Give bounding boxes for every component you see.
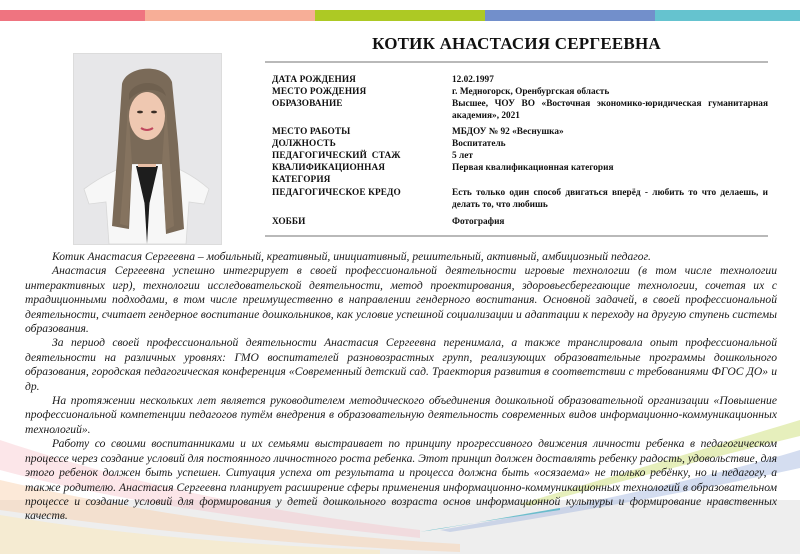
bottom-divider [265,235,768,237]
info-label: МЕСТО РАБОТЫ [272,127,351,137]
top-divider [265,61,768,63]
info-label: ПЕДАГОГИЧЕСКОЕ КРЕДО [272,188,401,198]
color-segment-peach [145,10,315,21]
info-value: Фотография [452,217,505,227]
portrait-illustration [74,54,221,244]
info-value: г. Медногорск, Оренбургская область [452,87,610,97]
color-segment-green [315,10,485,21]
info-row-workplace [272,126,768,138]
color-segment-pink [0,10,145,21]
info-value: 12.02.1997 [452,75,494,85]
info-row-position [272,138,768,150]
info-value: Есть только один способ двигаться вперёд - любить то что делаешь, и делать то, что любишь [452,188,768,210]
info-value: Воспитатель [452,139,506,149]
info-value: МБДОУ № 92 «Веснушка» [452,127,564,137]
info-label: ОБРАЗОВАНИЕ [272,99,343,109]
info-row-birth-place [272,86,768,98]
biography [25,250,777,524]
info-row-category [272,162,768,186]
info-table [272,74,768,228]
info-label: ДОЛЖНОСТЬ [272,139,336,149]
bio-paragraph: На протяжении нескольких лет является руководителем методического объединения дошкольной образовательной организации «Повышение профессиональной компетенции педагогов путём внедрения в образовательную деятельность современных видов информационно-коммуникационных технологий». [25,394,777,436]
info-row-hobby [272,216,768,228]
bio-paragraph: Котик Анастасия Сергеевна – мобильный, креативный, инициативный, решительный, активный, амбициозный педагог. [52,250,651,263]
info-label: ПЕДАГОГИЧЕСКИЙ СТАЖ [272,151,401,161]
color-segment-blue [485,10,655,21]
info-label: ХОББИ [272,217,306,227]
info-label: ДАТА РОЖДЕНИЯ [272,75,356,85]
info-label: МЕСТО РОЖДЕНИЯ [272,87,367,97]
info-value: 5 лет [452,151,473,161]
info-row-credo [272,187,768,211]
info-row-experience [272,150,768,162]
profile-photo [73,53,222,245]
info-value: Высшее, ЧОУ ВО «Восточная экономико-юридическая гуманитарная академия», 2021 [452,99,768,121]
color-segment-cyan [655,10,800,21]
info-value: Первая квалификационная категория [452,163,614,173]
bio-paragraph: За период своей профессиональной деятельности Анастасия Сергеевна перенимала, а также транслировала опыт профессиональной деятельности на различных уровнях: ГМО воспитателей разновозрастных групп, реализующих образовательные программы дошкольного образования, городская педагогическая конференция «Современный детский сад. Траектория развития в соответствии с требованиями ФГОС ДО» и др. [25,336,777,393]
profile-name: КОТИК АНАСТАСИЯ СЕРГЕЕВНА [372,34,661,53]
top-color-bar [0,10,800,21]
info-row-education [272,98,768,122]
bio-paragraph: Анастасия Сергеевна успешно интегрирует в своей профессиональной деятельности игровые технологии (в том числе технологии интерактивных игр), технологии исследовательской деятельности, метод проектирования, здоровьесберегающие технологии, сочетая их с традиционными подходами, в том числе преимущественно в направлении гендерного воспитания. Основной задачей, в своей профессиональной деятельности, считает гендерное воспитание дошкольников, как условие успешной социализации и адаптации к переходу на другую ступень системы образования. [25,264,777,336]
bio-paragraph: Работу со своими воспитанниками и их семьями выстраивает по принципу прогрессивного движения личности ребенка в педагогическом процессе через создание условий для постоянного личностного роста ребенка. Этот принцип должен доставлять ребенку радость, удовольствие, для этого ребенок должен быть успешен. Ситуация успеха от результата и процесса должна быть «осязаема» не только ребёнку, но и педагогу, а также родителю. Анастасия Сергеевна планирует расширение сферы применения информационно-коммуникационных технологий в образовательном процессе и создание условий для формирования у детей дошкольного возраста основ информационной культуры и формирование нравственных качеств. [25,437,777,523]
info-row-birth-date [272,74,768,86]
info-label: КВАЛИФИКАЦИОННАЯ КАТЕГОРИЯ [272,163,386,185]
